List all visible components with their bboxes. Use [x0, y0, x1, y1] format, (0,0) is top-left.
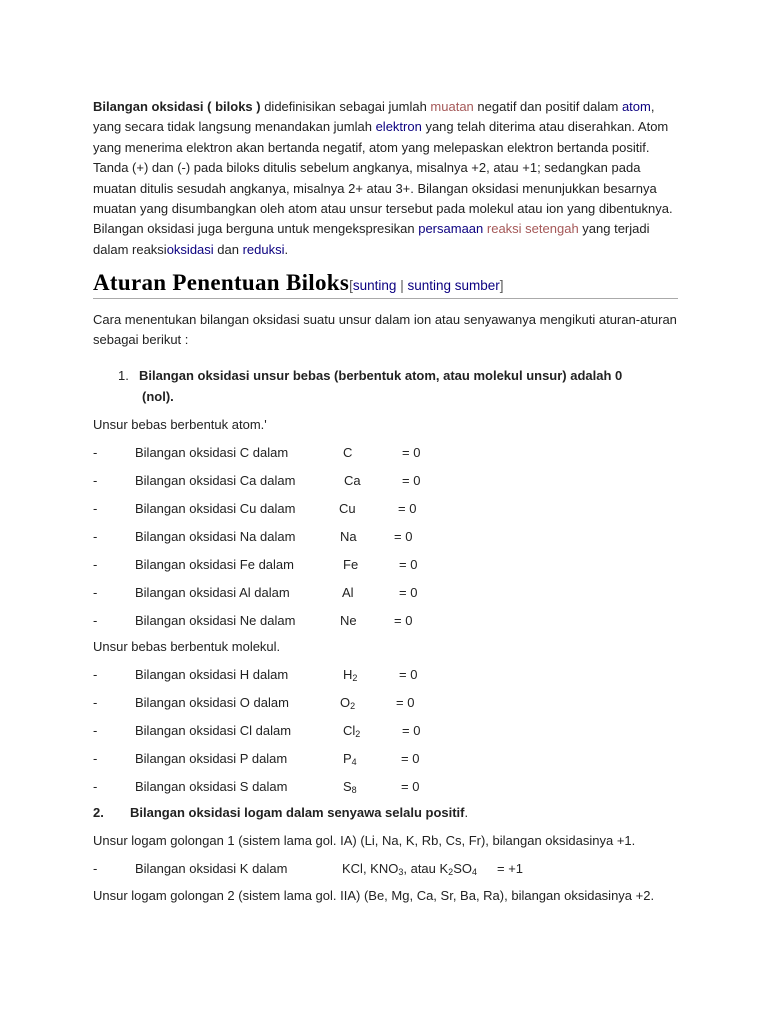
formula-part-3: SO	[453, 861, 472, 876]
molecule-row	[93, 723, 693, 739]
intro-text-2: negatif dan positif dalam	[473, 99, 622, 114]
row-value: = 0	[402, 445, 421, 460]
group1-paragraph: Unsur logam golongan 1 (sistem lama gol. IA) (Li, Na, K, Rb, Cs, Fr), bilangan oksidasinya +1.	[93, 833, 636, 848]
edit-links	[349, 278, 503, 293]
row-value: = +1	[497, 861, 524, 876]
row-description: Bilangan oksidasi Ca dalam	[135, 473, 296, 488]
row-formula	[343, 723, 360, 739]
atom-row	[93, 529, 693, 545]
row-dash: -	[93, 667, 98, 682]
lead-paragraph: Cara menentukan bilangan oksidasi suatu unsur dalam ion atau senyawanya mengikuti aturan-aturan sebagai berikut :	[93, 312, 677, 348]
edit-source-link[interactable]: sunting sumber	[407, 278, 500, 293]
intro-text-1: didefinisikan sebagai jumlah	[260, 99, 431, 114]
row-dash: -	[93, 751, 98, 766]
molecule-row	[93, 779, 693, 795]
intro-text-7: .	[284, 241, 289, 257]
link-oksidasi[interactable]: oksidasi	[166, 241, 214, 257]
link-elektron[interactable]: elektron	[375, 119, 422, 135]
row-dash: -	[93, 529, 98, 544]
row-formula	[343, 779, 357, 795]
intro-text-6: dan	[213, 241, 243, 257]
row-symbol: Al	[342, 585, 354, 600]
row-formula	[343, 751, 357, 767]
row-symbol: C	[343, 445, 353, 460]
rule-1	[118, 366, 678, 407]
edit-separator: |	[396, 278, 408, 293]
rule-1-number: 1.	[118, 368, 129, 383]
row-subscript: 8	[351, 785, 357, 795]
row-dash: -	[93, 861, 98, 876]
row-symbol: Cl	[343, 723, 356, 738]
row-dash: -	[93, 585, 98, 600]
row-symbol: O	[340, 695, 351, 710]
bracket-open: [	[349, 278, 353, 293]
row-value: = 0	[394, 529, 413, 544]
row-value: = 0	[398, 501, 417, 516]
row-subscript: 2	[355, 729, 361, 739]
row-description: Bilangan oksidasi Al dalam	[135, 585, 290, 600]
row-dash: -	[93, 723, 98, 738]
link-muatan[interactable]: muatan	[430, 99, 474, 114]
row-description: Bilangan oksidasi S dalam	[135, 779, 288, 794]
row-dash: -	[93, 779, 98, 794]
row-value: = 0	[394, 613, 413, 628]
intro-text-5: yang terjadi dalam reaksi	[93, 221, 650, 257]
intro-text	[93, 97, 683, 260]
row-description: Bilangan oksidasi Ne dalam	[135, 613, 296, 628]
atom-row	[93, 613, 693, 629]
group2-paragraph: Unsur logam golongan 2 (sistem lama gol. IIA) (Be, Mg, Ca, Sr, Ba, Ra), bilangan oksidasinya +2.	[93, 888, 655, 903]
row-symbol: S	[343, 779, 352, 794]
row-description: Bilangan oksidasi Cl dalam	[135, 723, 292, 738]
formula-sub-1: 3	[398, 867, 404, 877]
term-biloks: Bilangan oksidasi ( biloks )	[93, 99, 261, 114]
row-symbol: Fe	[343, 557, 359, 572]
k-row	[93, 861, 693, 877]
intro-text-4: yang telah diterima atau diserahkan. Atom yang menerima elektron akan bertanda negatif, atom yang melepaskan elektron bertanda positif. Tanda (+) dan (-) pada biloks ditulis sebelum angkanya, misalnya +2, atau +1; sedangkan pada muatan ditulis sesudah angkanya, misalnya 2+ atau 3+. Bilangan oksidasi menunjukkan besarnya muatan yang disumbangkan oleh atom atau unsur tersebut pada molekul atau ion yang dibentuknya. Bilangan oksidasi juga berguna untuk mengekspresikan	[93, 119, 673, 237]
row-dash: -	[93, 473, 98, 488]
intro-paragraph	[93, 97, 683, 260]
molecule-row	[93, 751, 693, 767]
atom-row	[93, 473, 693, 489]
atom-row	[93, 445, 693, 461]
row-dash: -	[93, 557, 98, 572]
rule-2-statement: Bilangan oksidasi logam dalam senyawa selalu positif	[130, 805, 465, 820]
row-subscript: 2	[352, 673, 358, 683]
row-formula	[343, 667, 357, 683]
link-atom[interactable]: atom	[621, 99, 651, 114]
row-description: Bilangan oksidasi Na dalam	[135, 529, 296, 544]
atom-heading: Unsur bebas berbentuk atom.'	[93, 417, 267, 432]
row-formula	[340, 695, 355, 711]
row-value: = 0	[401, 751, 420, 766]
row-value: = 0	[402, 723, 421, 738]
link-reduksi[interactable]: reduksi	[242, 241, 285, 257]
atom-row	[93, 585, 693, 601]
row-symbol: H	[343, 667, 353, 682]
row-dash: -	[93, 445, 98, 460]
row-value: = 0	[399, 667, 418, 682]
section-heading	[93, 270, 678, 299]
formula-part-1: KCl, KNO	[342, 861, 399, 876]
intro-text-3: , yang secara tidak langsung menandakan jumlah	[93, 99, 655, 135]
row-description: Bilangan oksidasi C dalam	[135, 445, 289, 460]
row-description: Bilangan oksidasi Fe dalam	[135, 557, 294, 572]
row-subscript: 4	[351, 757, 357, 767]
row-value: = 0	[401, 779, 420, 794]
bracket-close: ]	[499, 278, 504, 293]
row-value: = 0	[396, 695, 415, 710]
molecule-heading: Unsur bebas berbentuk molekul.	[93, 639, 281, 654]
row-dash: -	[93, 695, 98, 710]
row-description: Bilangan oksidasi O dalam	[135, 695, 289, 710]
row-description: Bilangan oksidasi P dalam	[135, 751, 288, 766]
row-symbol: Ca	[344, 473, 361, 488]
row-description: Bilangan oksidasi Cu dalam	[135, 501, 296, 516]
row-symbol: Cu	[339, 501, 356, 516]
rule-2-number: 2.	[93, 805, 104, 820]
formula-part-2: , atau K	[403, 861, 449, 876]
row-symbol: P	[343, 751, 352, 766]
formula-sub-2: 2	[448, 867, 454, 877]
molecule-row	[93, 667, 693, 683]
row-description: Bilangan oksidasi H dalam	[135, 667, 289, 682]
rule-2-text	[130, 805, 468, 821]
atom-row	[93, 501, 693, 517]
row-symbol: Na	[340, 529, 357, 544]
edit-link[interactable]: sunting	[352, 278, 397, 293]
rule-1-line1: Bilangan oksidasi unsur bebas (berbentuk atom, atau molekul unsur) adalah 0	[139, 368, 623, 383]
row-value: = 0	[399, 585, 418, 600]
row-value: = 0	[399, 557, 418, 572]
molecule-row	[93, 695, 693, 711]
section-title: Aturan Penentuan Biloks	[93, 270, 350, 295]
row-dash: -	[93, 613, 98, 628]
row-subscript: 2	[350, 701, 356, 711]
formula-sub-3: 4	[471, 867, 477, 877]
row-symbol: Ne	[340, 613, 357, 628]
atom-row	[93, 557, 693, 573]
rule-2-period: .	[464, 805, 469, 820]
row-description: Bilangan oksidasi K dalam	[135, 861, 288, 876]
link-persamaan[interactable]: persamaan	[418, 221, 484, 237]
link-reaksi-setengah[interactable]: reaksi setengah	[486, 221, 579, 237]
row-formula	[342, 861, 477, 877]
row-value: = 0	[402, 473, 421, 488]
rule-1-line2: (nol).	[142, 388, 174, 404]
row-dash: -	[93, 501, 98, 516]
